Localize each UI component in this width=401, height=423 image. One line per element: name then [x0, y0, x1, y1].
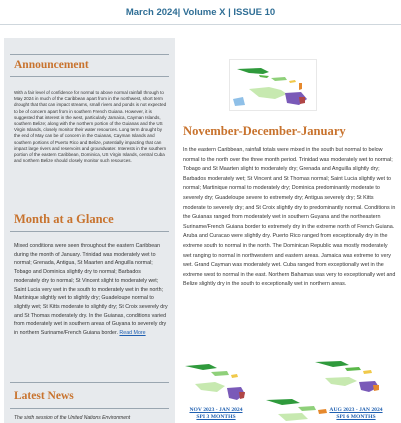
announcement-top-rule	[10, 54, 169, 55]
main-title: November-December-January	[183, 124, 346, 138]
month-at-a-glance-heading: Month at a Glance	[14, 212, 114, 226]
month-at-a-glance-rule	[10, 231, 169, 232]
announcement-text: With a fair level of confidence for normal to above normal rainfall through to May 2024 in much of the Caribbean apart from in the northwest, short term drought that that can impact streams, small rivers and ponds is not expected to be of concern apart from in southern French Guiana. However, it is suggested that interest in the west, particularly Jamaica, Cayman Islands, southern Belize; along with the northern portion of the Guianas and the US Virgin Islands, closely monitor their water resources. Long term drought by the end of May can be of concern in the Guianas, Cayman Islands and southern portions of Puerto Rico and Belize, potentially impacting that can impact large rivers and reservoirs and groundwater. Interests in the southern portion of the eastern Caribbean, Dominica, US Virgin Islands, central Cuba and northern Belize should closely monitor such resources.	[14, 90, 167, 164]
spi-6-month-caption[interactable]	[315, 407, 397, 420]
latest-news-top-rule	[10, 382, 169, 383]
latest-news-heading: Latest News	[14, 390, 74, 402]
spi-3-month-caption[interactable]	[178, 407, 254, 420]
read-more-link[interactable]: Read More	[119, 330, 146, 337]
announcement-heading: Announcement	[14, 59, 89, 71]
caribbean-spi-map-top	[229, 59, 317, 111]
sidebar	[4, 38, 175, 423]
main-body-text: In the eastern Caribbean, rainfall totals were mixed in the south but normal to below normal to the north over the three month period. Trinidad was moderately wet to normal; Tobago and St Maarten slight to moderately dry; Grenada and Anguilla slightly dry; Barbados moderately wet; St Vincent and St Thomas normal; Saint Lucia slightly wet to normal; Martinique normal to moderately dry; Dominica predominantly moderate to severely dry; Guadeloupe severe to extremely dry; Antigua severely dry; St Kitts moderate to severely dry; and St Croix slightly dry to predominantly normal. Conditions in the Guianas ranged from moderately wet in southern Guyana and the northeastern Suriname/French Guiana border to extremely dry in the extreme north of French Guiana. Aruba and Curacao were slightly dry. Puerto Rico ranged from exceptionally dry in the extreme south to normal in the north. The Dominican Republic was mostly moderately wet ranging to normal in northwestern and eastern areas. Jamaica was extreme to very wet. Grand Cayman was moderately wet. Cuba ranged from exceptionally wet in the extreme west to normal in the east. Northern Bahamas was very to exceptionally wet and Belize slightly dry in the south to exceptionally wet in northern areas.	[183, 147, 396, 288]
month-at-a-glance-text	[14, 242, 168, 338]
spi-3-month-map[interactable]	[181, 352, 251, 408]
month-at-a-glance-body: Mixed conditions were seen throughout the eastern Caribbean during the month of January. Trinidad was moderately wet to normal; Grenada, Antigua, St Maarten and Anguilla normal; Tobago and Dominica slightly dry to normal; Barbados moderately dry to normal; St Vincent slight to moderately wet; Saint Lucia very wet in the south to moderately wet in the north; Martinique slightly wet to slightly dry; Guadeloupe normal to slightly wet; St Kitts moderate to slightly dry; St Croix severely dry and St Thomas moderately dry. In the Guianas, conditions varied from moderately wet in southern areas of Guyana to severely dry in northern Suriname/French Guiana border.	[14, 243, 168, 337]
spi-3-month-caption-line2: SPI 3 MONTHS	[196, 413, 236, 420]
spi-6-month-caption-line1: AUG 2023 - JAN 2024	[329, 407, 383, 413]
newsletter-issue-header: March 2024| Volume X | ISSUE 10	[125, 7, 276, 18]
latest-news-text: The sixth session of the United Nations Environment	[14, 415, 131, 421]
header-divider	[0, 24, 401, 25]
spi-6-month-caption-line2: SPI 6 MONTHS	[336, 413, 376, 420]
announcement-bottom-rule	[10, 76, 169, 77]
latest-news-bottom-rule	[10, 408, 169, 409]
spi-3-month-caption-line1: NOV 2023 - JAN 2024	[189, 407, 243, 413]
